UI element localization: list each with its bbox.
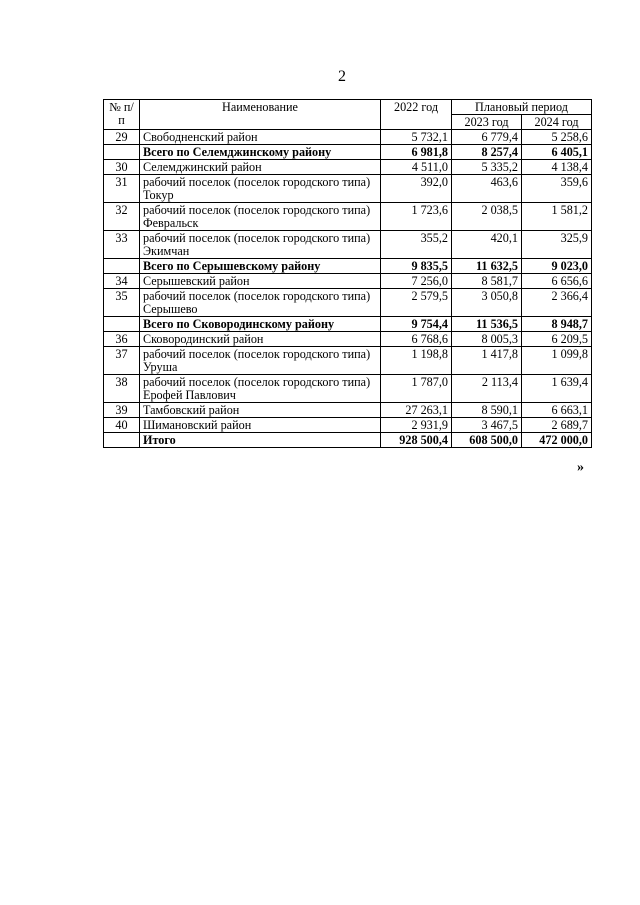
cell-2024: 5 258,6 [522,130,592,145]
cell-2024: 1 639,4 [522,375,592,403]
cell-number: 34 [104,274,140,289]
cell-2024: 2 366,4 [522,289,592,317]
cell-2024: 2 689,7 [522,418,592,433]
cell-name: Селемджинский район [140,160,381,175]
table-row [104,203,592,231]
cell-name: рабочий поселок (поселок городского типа) Уруша [140,347,381,375]
cell-2024: 359,6 [522,175,592,203]
cell-2023: 2 113,4 [452,375,522,403]
cell-2024: 1 099,8 [522,347,592,375]
page-number: 2 [338,68,346,85]
table-row [104,274,592,289]
cell-name: рабочий поселок (поселок городского типа) Серышево [140,289,381,317]
cell-2024: 6 663,1 [522,403,592,418]
table-total-row [104,259,592,274]
cell-2024: 325,9 [522,231,592,259]
cell-2023: 3 467,5 [452,418,522,433]
cell-2023: 5 335,2 [452,160,522,175]
cell-2022: 5 732,1 [381,130,452,145]
cell-2022: 1 198,8 [381,347,452,375]
cell-2022: 1 723,6 [381,203,452,231]
cell-2022: 4 511,0 [381,160,452,175]
table-row [104,175,592,203]
table-row [104,130,592,145]
cell-name: Серышевский район [140,274,381,289]
table-row [104,418,592,433]
cell-2024: 6 656,6 [522,274,592,289]
header-planned-period: Плановый период [452,100,592,115]
cell-2023: 463,6 [452,175,522,203]
header-2022: 2022 год [381,100,452,130]
cell-number [104,145,140,160]
cell-2022: 27 263,1 [381,403,452,418]
header-number: № п/п [104,100,140,130]
cell-2023: 8 590,1 [452,403,522,418]
cell-2023: 8 257,4 [452,145,522,160]
cell-2023: 8 005,3 [452,332,522,347]
cell-number: 35 [104,289,140,317]
closing-quote-mark: » [577,460,584,475]
table-row [104,332,592,347]
cell-name: Сковородинский район [140,332,381,347]
cell-2022: 1 787,0 [381,375,452,403]
cell-name: рабочий поселок (поселок городского типа) Ерофей Павлович [140,375,381,403]
cell-2023: 420,1 [452,231,522,259]
cell-2023: 11 536,5 [452,317,522,332]
cell-2023: 8 581,7 [452,274,522,289]
cell-number: 38 [104,375,140,403]
cell-name: Всего по Сковородинскому району [140,317,381,332]
cell-2023: 2 038,5 [452,203,522,231]
table-row [104,375,592,403]
cell-2024: 472 000,0 [522,433,592,448]
cell-number: 37 [104,347,140,375]
cell-number: 32 [104,203,140,231]
table-row [104,347,592,375]
cell-2022: 9 835,5 [381,259,452,274]
cell-2024: 6 209,5 [522,332,592,347]
cell-name: Тамбовский район [140,403,381,418]
cell-2023: 6 779,4 [452,130,522,145]
cell-number: 29 [104,130,140,145]
cell-name: Итого [140,433,381,448]
table-row [104,160,592,175]
cell-number: 40 [104,418,140,433]
table-row [104,403,592,418]
cell-number [104,259,140,274]
cell-name: рабочий поселок (поселок городского типа) Экимчан [140,231,381,259]
header-2024: 2024 год [522,115,592,130]
cell-2022: 6 768,6 [381,332,452,347]
table-row [104,231,592,259]
budget-table [103,99,592,448]
cell-2022: 928 500,4 [381,433,452,448]
table-total-row [104,433,592,448]
cell-2022: 7 256,0 [381,274,452,289]
cell-name: Свободненский район [140,130,381,145]
cell-number [104,433,140,448]
cell-number: 30 [104,160,140,175]
cell-number: 39 [104,403,140,418]
cell-number [104,317,140,332]
cell-2024: 1 581,2 [522,203,592,231]
header-name: Наименование [140,100,381,130]
cell-name: Всего по Серышевскому району [140,259,381,274]
table-total-row [104,317,592,332]
cell-2022: 9 754,4 [381,317,452,332]
cell-name: рабочий поселок (поселок городского типа) Токур [140,175,381,203]
cell-2023: 11 632,5 [452,259,522,274]
cell-2023: 3 050,8 [452,289,522,317]
cell-2022: 355,2 [381,231,452,259]
cell-number: 33 [104,231,140,259]
cell-2024: 8 948,7 [522,317,592,332]
cell-name: рабочий поселок (поселок городского типа) Февральск [140,203,381,231]
cell-2023: 1 417,8 [452,347,522,375]
table-header-row [104,100,592,115]
cell-name: Шимановский район [140,418,381,433]
table-body [104,130,592,448]
table-total-row [104,145,592,160]
cell-2022: 2 579,5 [381,289,452,317]
cell-2024: 9 023,0 [522,259,592,274]
cell-2022: 6 981,8 [381,145,452,160]
cell-2024: 4 138,4 [522,160,592,175]
cell-2022: 392,0 [381,175,452,203]
cell-number: 36 [104,332,140,347]
header-2023: 2023 год [452,115,522,130]
table-row [104,289,592,317]
cell-name: Всего по Селемджинскому району [140,145,381,160]
cell-2024: 6 405,1 [522,145,592,160]
cell-2022: 2 931,9 [381,418,452,433]
cell-number: 31 [104,175,140,203]
cell-2023: 608 500,0 [452,433,522,448]
